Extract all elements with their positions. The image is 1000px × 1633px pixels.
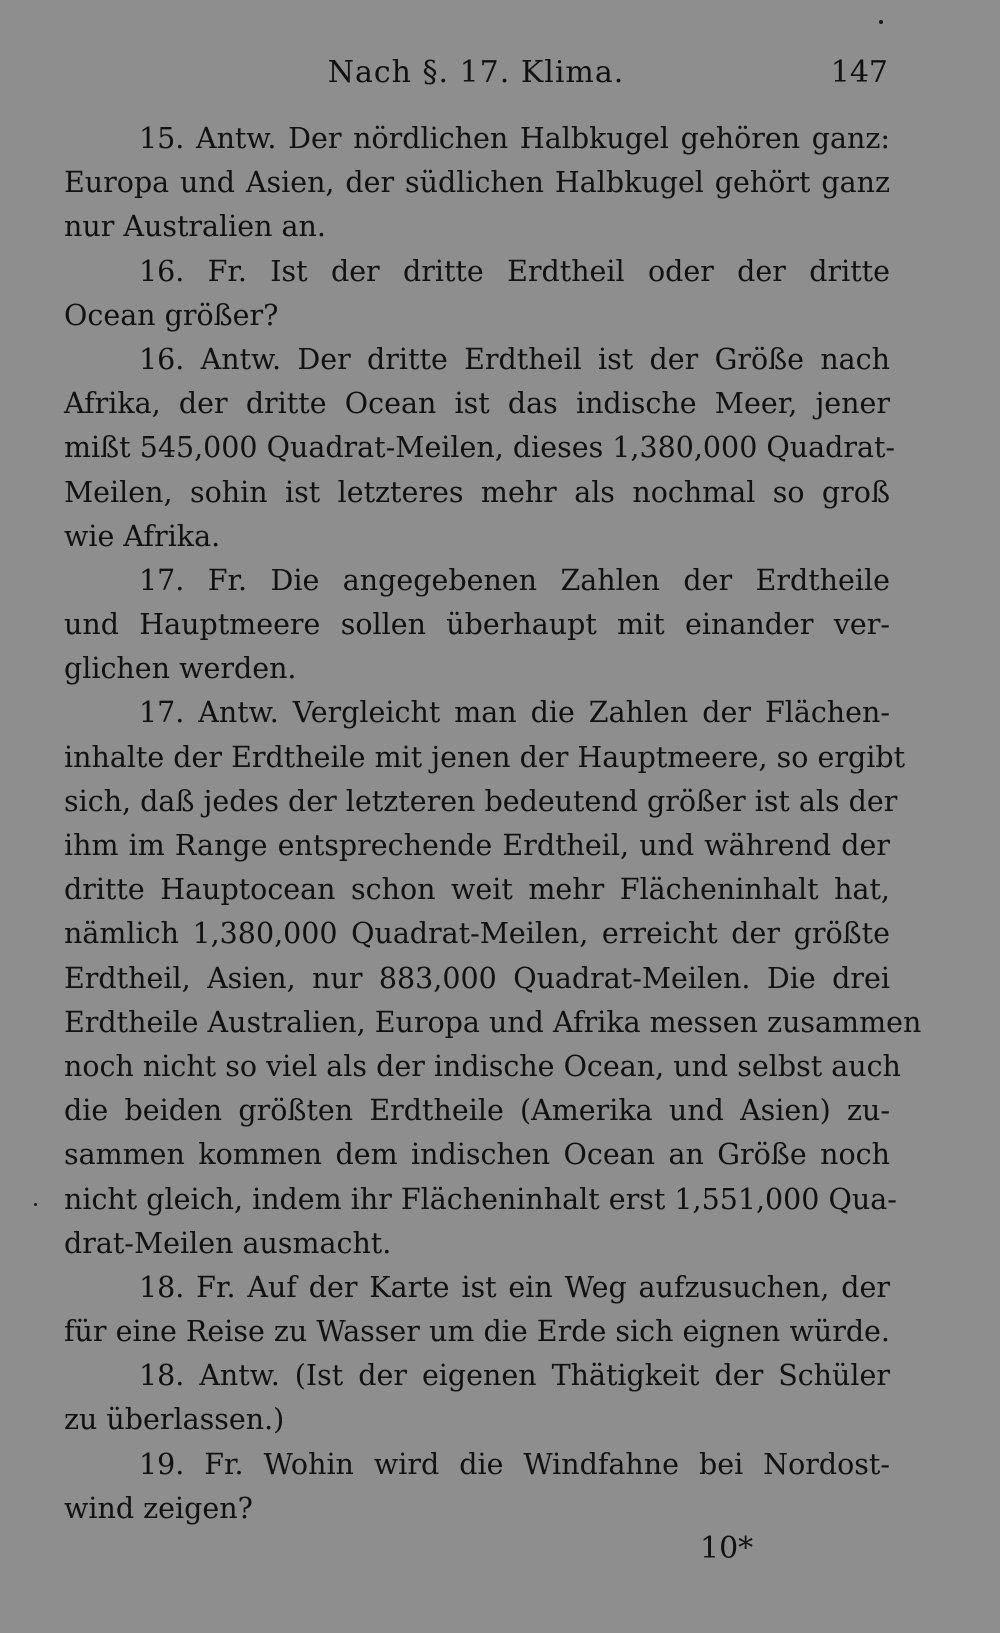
text-line: 18. Antw. (Ist der eigenen Thätigkeit der Schüler [139,1359,890,1393]
signature-mark: 10* [700,1531,754,1566]
text-line: 19. Fr. Wohin wird die Windfahne bei Nordost- [139,1447,890,1481]
text-line: sammen kommen dem indischen Ocean an Größe noch [64,1138,890,1172]
text-line: für eine Reise zu Wasser um die Erde sich eignen würde. [64,1315,890,1349]
text-line: glichen werden. [64,652,297,686]
text-line: zu überlassen.) [64,1403,285,1437]
text-line: Erdtheil, Asien, nur 883,000 Quadrat-Meilen. Die drei [64,961,890,995]
text-line: inhalte der Erdtheile mit jenen der Hauptmeere, so ergibt [64,740,906,774]
text-line: Europa und Asien, der südlichen Halbkugel gehört ganz [64,166,890,200]
print-speck [34,1203,37,1206]
text-line: drat-Meilen ausmacht. [64,1226,392,1260]
text-line: noch nicht so viel als der indische Ocean, und selbst auch [64,1049,901,1083]
page-number: 147 [830,55,888,90]
text-line: dritte Hauptocean schon weit mehr Flächeninhalt hat, [64,873,890,907]
body-text [64,117,922,1531]
running-head: Nach §. 17. Klima. [327,55,625,90]
text-line: und Hauptmeere sollen überhaupt mit einander ver- [64,608,890,642]
text-line: 17. Fr. Die angegebenen Zahlen der Erdtheile [139,563,890,597]
text-line: 18. Fr. Auf der Karte ist ein Weg aufzusuchen, der [139,1270,890,1304]
text-line: nämlich 1,380,000 Quadrat-Meilen, erreicht der größte [64,917,890,951]
page-header [64,50,888,96]
text-line: nicht gleich, indem ihr Flächeninhalt erst 1,551,000 Qua- [64,1182,897,1216]
text-line: Afrika, der dritte Ocean ist das indische Meer, jener [64,387,890,421]
text-line: wind zeigen? [64,1491,253,1525]
text-line: 16. Fr. Ist der dritte Erdtheil oder der dritte [139,254,890,288]
print-speck [879,20,883,24]
text-line: 16. Antw. Der dritte Erdtheil ist der Größe nach [139,342,890,376]
text-line: sich, daß jedes der letzteren bedeutend größer ist als der [64,784,898,818]
text-line: Meilen, sohin ist letzteres mehr als nochmal so groß [64,475,890,509]
text-line: 15. Antw. Der nördlichen Halbkugel gehören ganz: [139,122,890,155]
text-line: ihm im Range entsprechende Erdtheil, und während der [64,829,890,862]
text-line: wie Afrika. [64,519,221,553]
text-line: nur Australien an. [64,210,326,244]
text-line: die beiden größten Erdtheile (Amerika und Asien) zu- [64,1094,890,1128]
text-line: mißt 545,000 Quadrat-Meilen, dieses 1,380,000 Quadrat- [64,431,896,465]
text-line: Ocean größer? [64,298,279,332]
text-line: 17. Antw. Vergleicht man die Zahlen der Flächen- [139,696,890,730]
text-line: Erdtheile Australien, Europa und Afrika messen zusammen [64,1005,922,1039]
